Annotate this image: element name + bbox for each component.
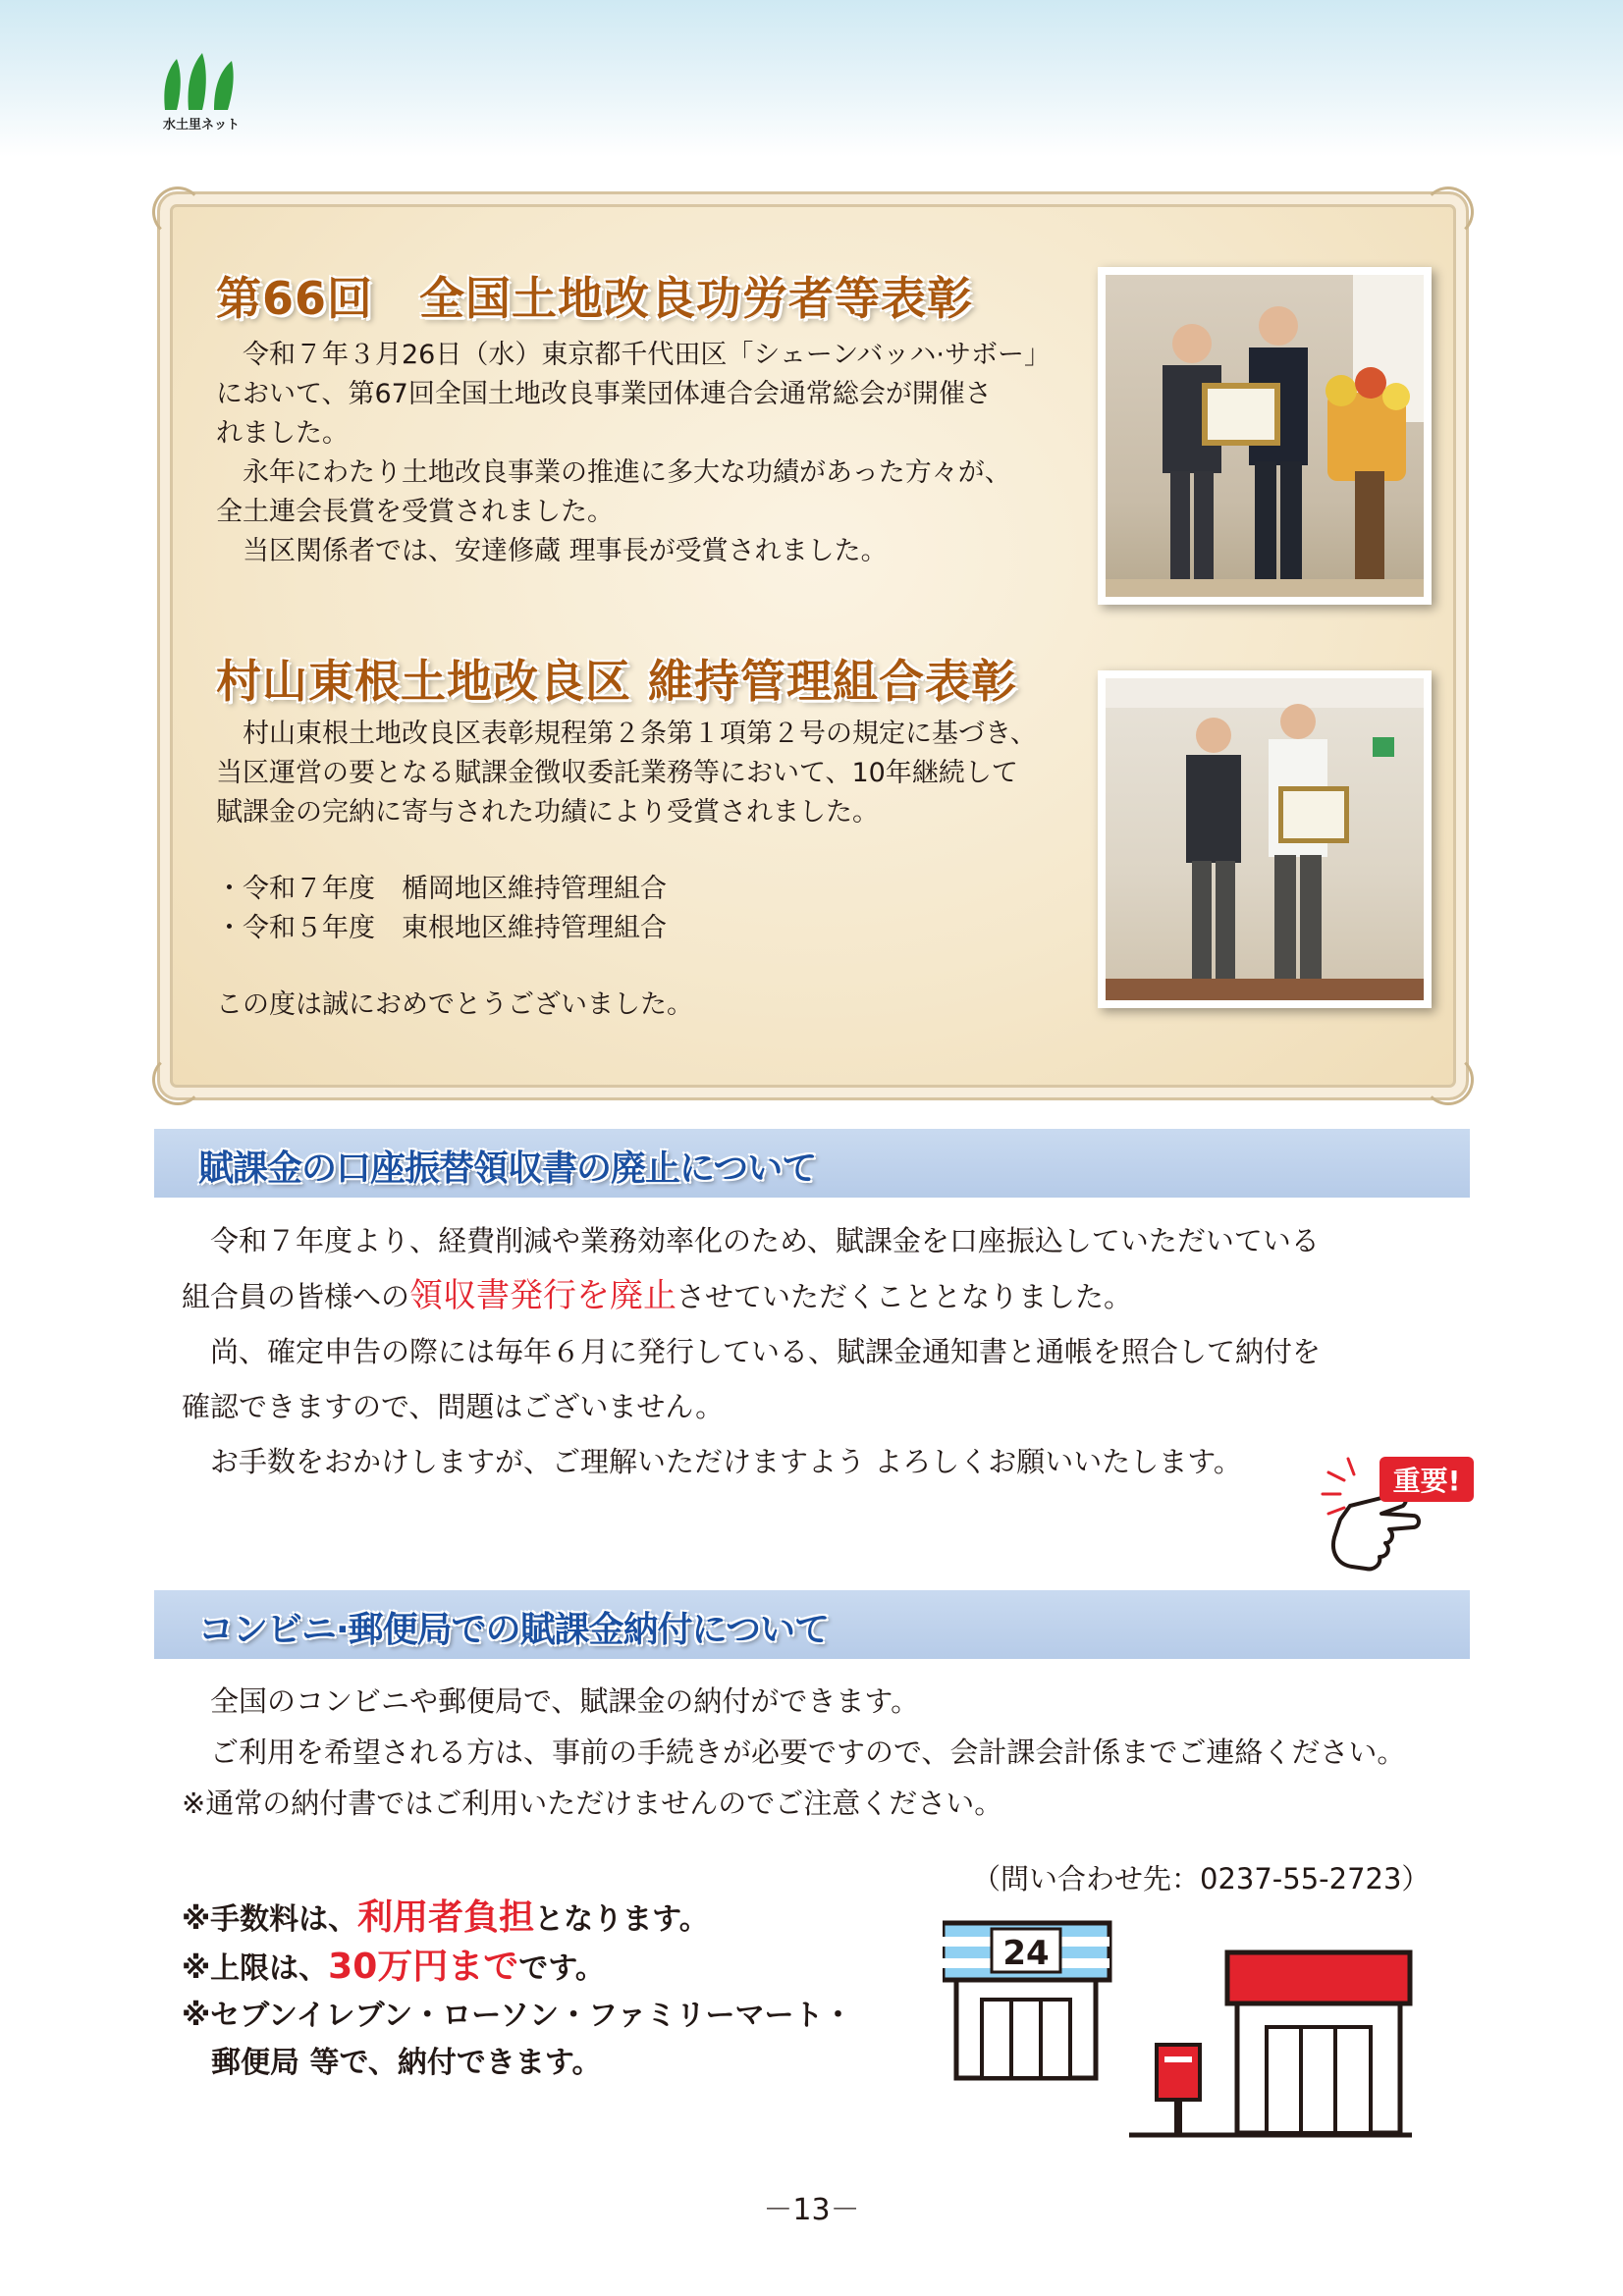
frame-ornament (152, 187, 203, 238)
section1-line (182, 1268, 1321, 1324)
important-badge (1321, 1451, 1478, 1578)
badge-text: 重要! (1392, 1465, 1461, 1497)
section1-title: 賦課金の口座振替領収書の廃止について (198, 1148, 817, 1189)
payment-notes (182, 1895, 852, 2087)
store-illustration (943, 1919, 1414, 2145)
award2-paragraph: 賦課金の完納に寄与された功績により受賞されました。 (216, 797, 879, 828)
award1-paragraph: 当区関係者では、安達修蔵 理事長が受賞されました。 (243, 536, 888, 566)
award2-paragraph: 当区運営の要となる賦課金徴収委託業務等において、10年継続して (216, 758, 1018, 788)
award2-title: 村山東根土地改良区 維持管理組合表彰 (216, 655, 1018, 708)
text-span: です。 (518, 1951, 605, 1986)
section2-body (182, 1676, 1405, 1829)
spacer (216, 832, 1080, 870)
section2-header (154, 1590, 1470, 1659)
award2-photo (1098, 670, 1432, 1008)
text-span: ※上限は、 (182, 1951, 329, 1986)
highlight-red: 30万円まで (328, 1947, 519, 1987)
store-sign-text: 24 (1002, 1934, 1050, 1973)
note-item (182, 1895, 852, 1944)
text-span: となります。 (534, 1902, 709, 1937)
section1-line: 確認できますので、問題はございません。 (182, 1390, 725, 1423)
logo (157, 51, 245, 132)
text-span: ※手数料は、 (182, 1902, 358, 1937)
frame-ornament (1423, 1054, 1474, 1105)
pointing-hand-icon (1321, 1451, 1478, 1578)
section1-line: お手数をおかけしますが、ご理解いただけますよう よろしくお願いいたします。 (210, 1445, 1242, 1478)
award1-paragraph: において、第67回全国土地改良事業団体連合会通常総会が開催さ (216, 379, 992, 409)
award2-list-item: ・令和７年度 楯岡地区維持管理組合 (216, 874, 667, 904)
spacer (216, 948, 1080, 986)
frame-ornament (152, 1054, 203, 1105)
ceremony-photo-icon (1106, 275, 1424, 597)
frame-ornament (1423, 187, 1474, 238)
award1-body (216, 336, 1080, 571)
section1-body (182, 1213, 1321, 1489)
award2-paragraph: 村山東根土地改良区表彰規程第２条第１項第２号の規定に基づき、 (243, 719, 1037, 749)
text-span: 組合員の皆様への (182, 1280, 410, 1313)
section1-line: 尚、確定申告の際には毎年６月に発行している、賦課金通知書と通帳を照合して納付を (210, 1335, 1322, 1368)
leaf-logo-icon (157, 51, 245, 112)
award2-body (216, 715, 1080, 1025)
award1-photo (1098, 267, 1432, 605)
note-item (182, 1944, 852, 1993)
convenience-store-icon (943, 1919, 1414, 2145)
note-item: ※セブンイレブン・ローソン・ファミリーマート・ (182, 1999, 853, 2033)
ceremony-photo-icon (1106, 678, 1424, 1000)
highlight-red: 領収書発行を廃止 (409, 1276, 677, 1315)
section2-line: 全国のコンビニや郵便局で、賦課金の納付ができます。 (210, 1684, 920, 1718)
section2-line: ※通常の納付書ではご利用いただけませんのでご注意ください。 (182, 1787, 1003, 1820)
text-span: させていただくこととなりました。 (676, 1280, 1133, 1313)
logo-text: 水土里ネット (162, 118, 240, 133)
section2-line: ご利用を希望される方は、事前の手続きが必要ですので、会計課会計係までご連絡ください。 (210, 1735, 1406, 1769)
award1-paragraph: 令和７年３月26日（水）東京都千代田区「シェーンバッハ·サボー」 (243, 340, 1051, 370)
page-number: －13－ (763, 2193, 860, 2227)
contact-info: （問い合わせ先：0237-55-2723） (972, 1862, 1431, 1896)
award2-list-item: ・令和５年度 東根地区維持管理組合 (216, 913, 667, 943)
award2-closing: この度は誠におめでとうございました。 (216, 989, 693, 1020)
award1-paragraph: れました。 (216, 418, 349, 449)
section2-title: コンビニ·郵便局での賦課金納付について (198, 1610, 829, 1650)
award1-title: 第66回 全国土地改良功労者等表彰 (216, 272, 974, 325)
award1-paragraph: 全土連会長賞を受賞されました。 (216, 497, 614, 527)
note-item: 郵便局 等で、納付できます。 (211, 2046, 602, 2080)
award1-paragraph: 永年にわたり土地改良事業の推進に多大な功績があった方々が、 (243, 457, 1011, 488)
section1-line: 令和７年度より、経費削減や業務効率化のため、賦課金を口座振込していただいている (210, 1224, 1320, 1257)
highlight-red: 利用者負担 (357, 1897, 535, 1938)
section1-header (154, 1129, 1470, 1198)
